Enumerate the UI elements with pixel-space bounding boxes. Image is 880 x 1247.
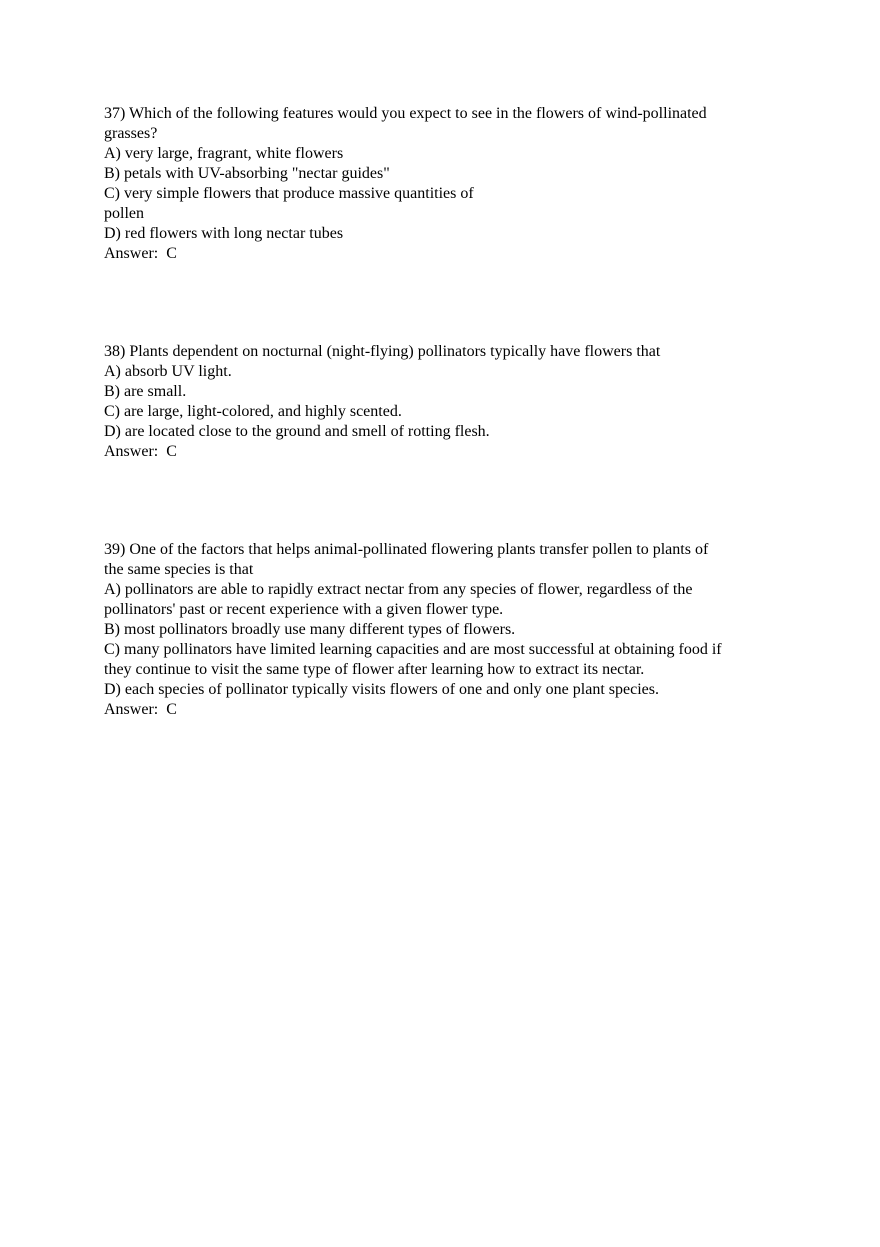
question-39 [104, 540, 794, 720]
question-stem-line: the same species is that [104, 561, 254, 578]
answer-line: Answer: C [104, 245, 177, 262]
option-d: D) are located close to the ground and smell of rotting flesh. [104, 423, 490, 440]
option-d: D) each species of pollinator typically visits flowers of one and only one plant species. [104, 681, 659, 698]
option-c-continued: pollen [104, 205, 144, 222]
question-37 [104, 104, 794, 264]
option-c: C) many pollinators have limited learning capacities and are most successful at obtaining food if [104, 641, 722, 658]
question-stem-line: 39) One of the factors that helps animal-pollinated flowering plants transfer pollen to plants of [104, 541, 709, 558]
question-stem-line: grasses? [104, 125, 158, 142]
option-a: A) pollinators are able to rapidly extract nectar from any species of flower, regardless of the [104, 581, 693, 598]
option-b: B) most pollinators broadly use many different types of flowers. [104, 621, 516, 638]
question-38 [104, 342, 794, 462]
option-c: C) very simple flowers that produce massive quantities of [104, 185, 474, 202]
question-stem-line: 37) Which of the following features would you expect to see in the flowers of wind-pollinated [104, 105, 707, 122]
option-a: A) absorb UV light. [104, 363, 232, 380]
answer-line: Answer: C [104, 443, 177, 460]
option-a-continued: pollinators' past or recent experience with a given flower type. [104, 601, 504, 618]
answer-line: Answer: C [104, 701, 177, 718]
option-c: C) are large, light-colored, and highly scented. [104, 403, 402, 420]
question-stem-line: 38) Plants dependent on nocturnal (night-flying) pollinators typically have flowers that [104, 343, 661, 360]
option-a: A) very large, fragrant, white flowers [104, 145, 344, 162]
option-c-continued: they continue to visit the same type of flower after learning how to extract its nectar. [104, 661, 645, 678]
option-b: B) petals with UV-absorbing "nectar guides" [104, 165, 390, 182]
option-d: D) red flowers with long nectar tubes [104, 225, 344, 242]
option-b: B) are small. [104, 383, 187, 400]
